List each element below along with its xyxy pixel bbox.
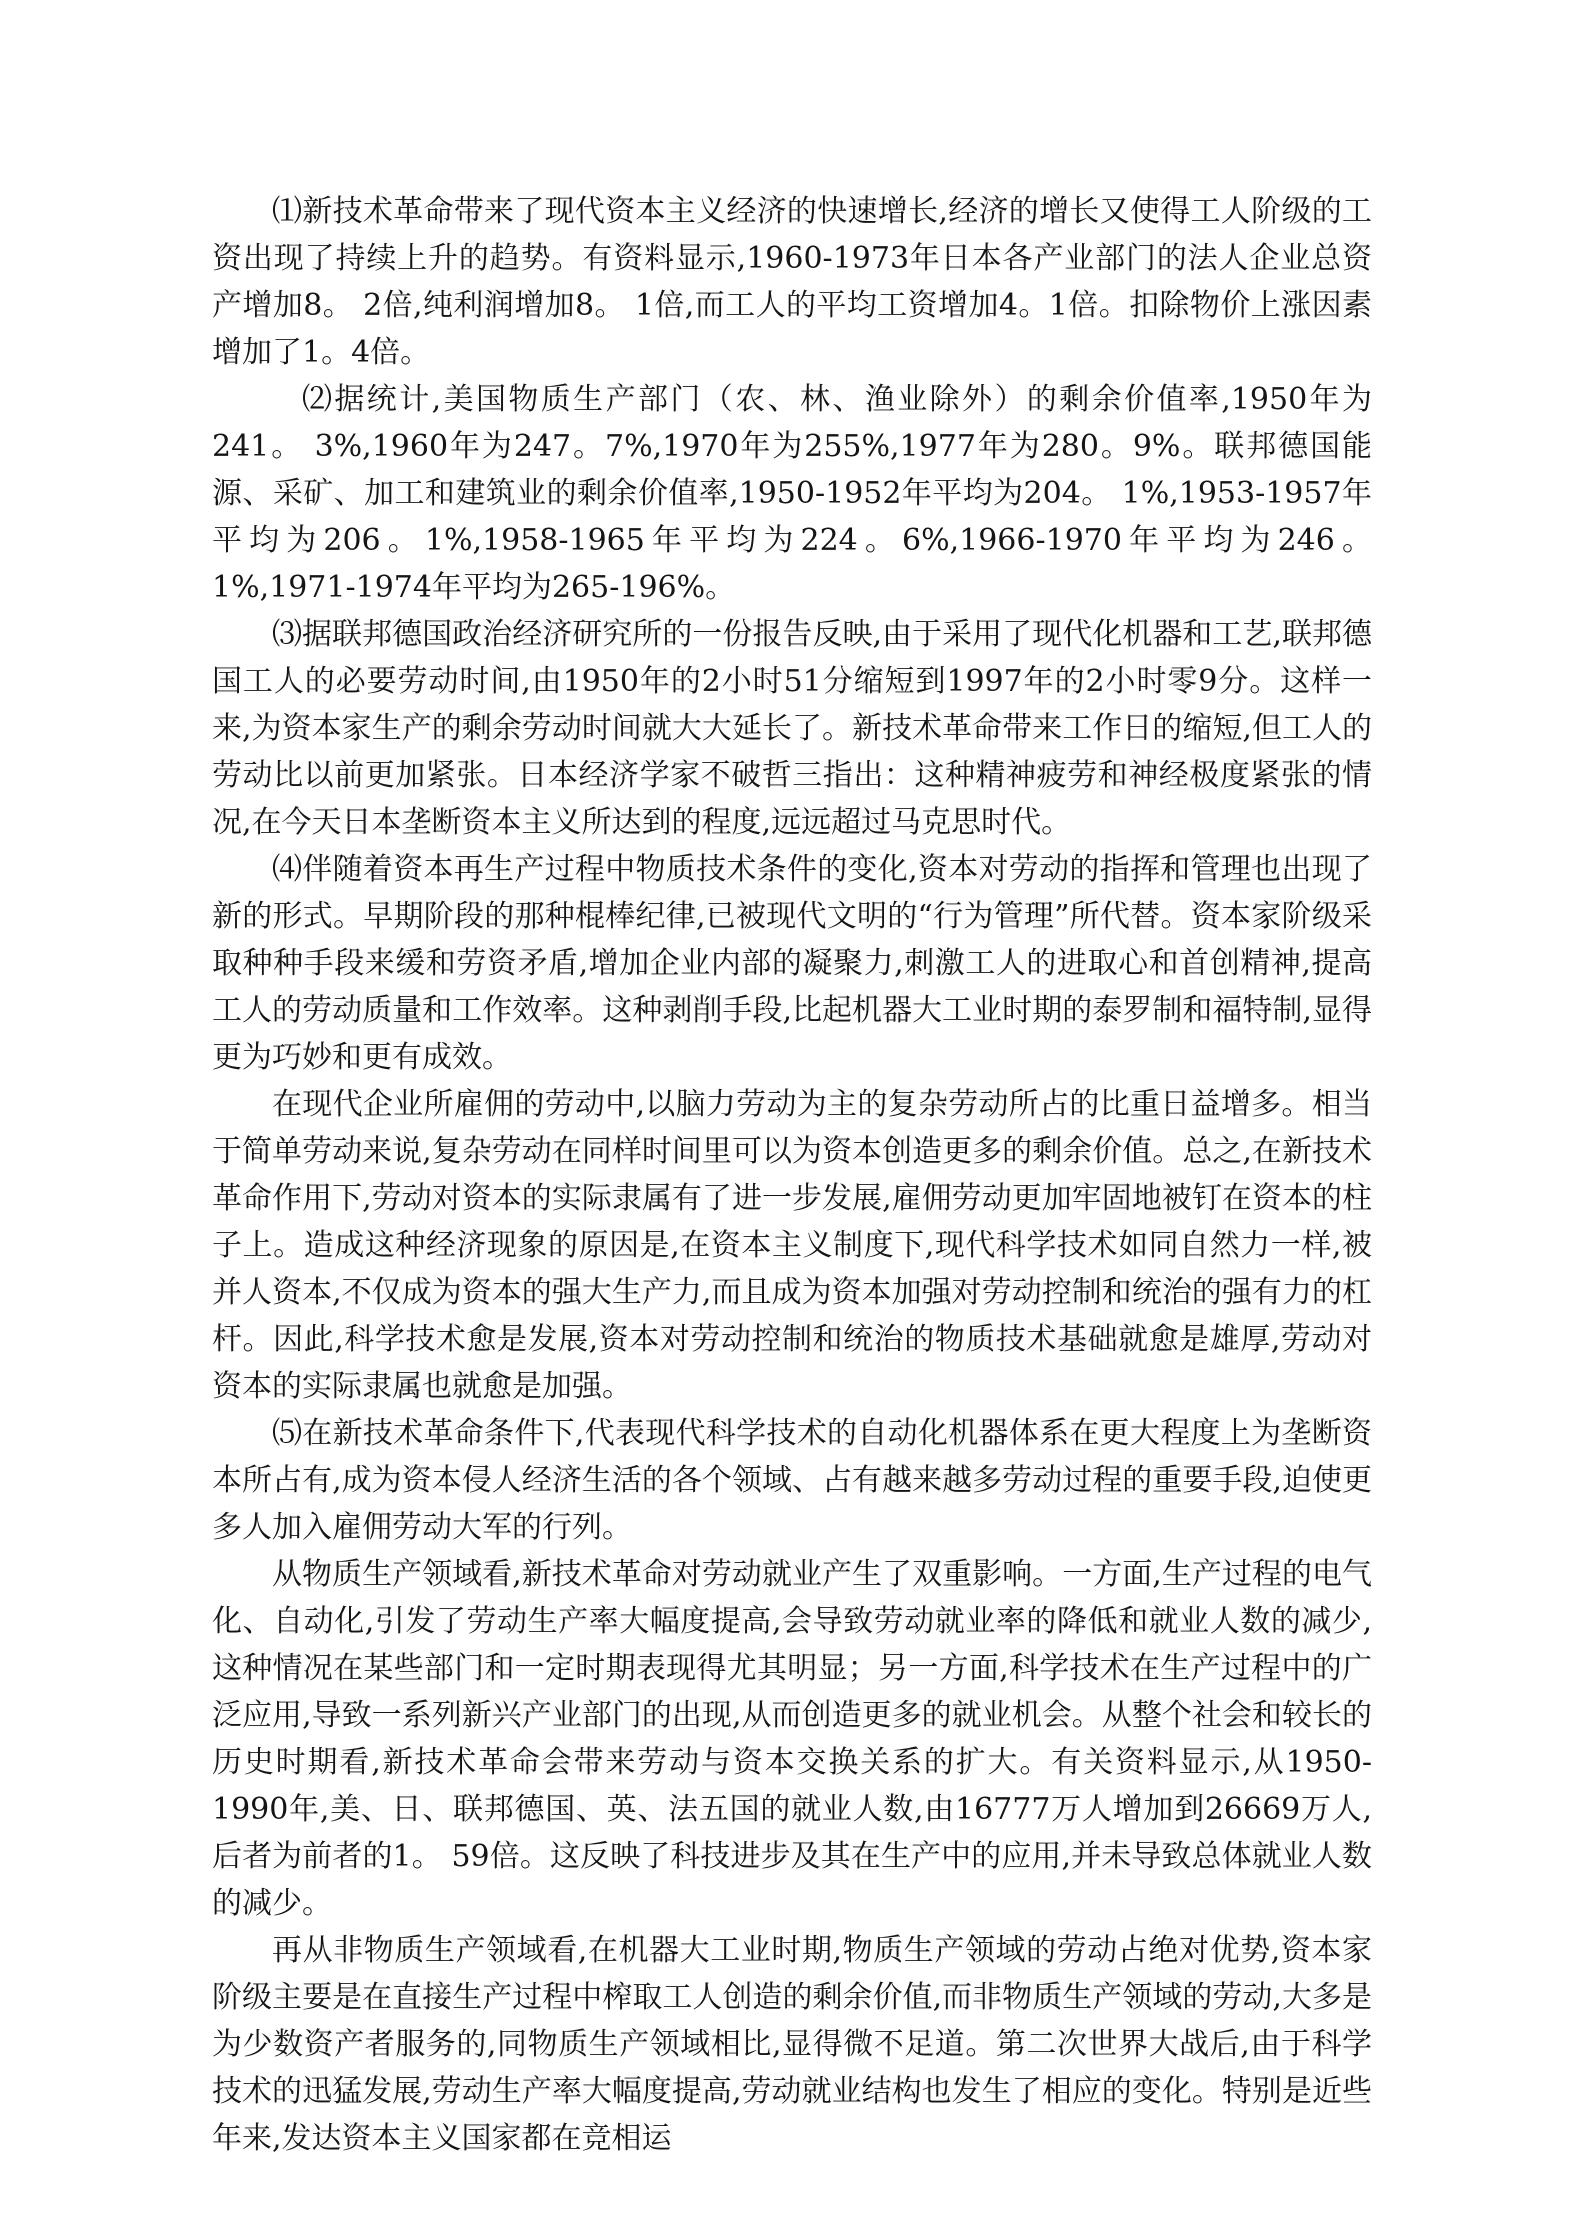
paragraph-4: ⑷伴随着资本再生产过程中物质技术条件的变化,资本对劳动的指挥和管理也出现了新的形式。早期阶段的那种棍棒纪律,已被现代文明的“行为管理”所代替。资本家阶级采取种种手段来缓和劳资矛盾,增加企业内部的凝聚力,刺激工人的进取心和首创精神,提高工人的劳动质量和工作效率。这种剥削手段,比起机器大工业时期的泰罗制和福特制,显得更为巧妙和更有成效。 [212,852,1372,1075]
body-text [212,188,1372,2162]
paragraph-3: ⑶据联邦德国政治经济研究所的一份报告反映,由于采用了现代化机器和工艺,联邦德国工人的必要劳动时间,由1950年的2小时51分缩短到1997年的2小时零9分。这样一来,为资本家生产的剩余劳动时间就大大延长了。新技术革命带来工作日的缩短,但工人的劳动比以前更加紧张。日本经济学家不破哲三指出：这种精神疲劳和神经极度紧张的情况,在今天日本垄断资本主义所达到的程度,远远超过马克思时代。 [212,617,1372,840]
paragraph-8: 再从非物质生产领域看,在机器大工业时期,物质生产领域的劳动占绝对优势,资本家阶级主要是在直接生产过程中榨取工人创造的剩余价值,而非物质生产领域的劳动,大多是为少数资产者服务的,同物质生产领域相比,显得微不足道。第二次世界大战后,由于科学技术的迅猛发展,劳动生产率大幅度提高,劳动就业结构也发生了相应的变化。特别是近些年来,发达资本主义国家都在竞相运 [212,1933,1372,2156]
paragraph-6: ⑸在新技术革命条件下,代表现代科学技术的自动化机器体系在更大程度上为垄断资本所占有,成为资本侵人经济生活的各个领域、占有越来越多劳动过程的重要手段,迫使更多人加入雇佣劳动大军的行列。 [212,1416,1372,1545]
paragraph-5: 在现代企业所雇佣的劳动中,以脑力劳动为主的复杂劳动所占的比重日益增多。相当于简单劳动来说,复杂劳动在同样时间里可以为资本创造更多的剩余价值。总之,在新技术革命作用下,劳动对资本的实际隶属有了进一步发展,雇佣劳动更加牢固地被钉在资本的柱子上。造成这种经济现象的原因是,在资本主义制度下,现代科学技术如同自然力一样,被并人资本,不仅成为资本的强大生产力,而且成为资本加强对劳动控制和统治的强有力的杠杆。因此,科学技术愈是发展,资本对劳动控制和统治的物质技术基础就愈是雄厚,劳动对资本的实际隶属也就愈是加强。 [212,1087,1372,1404]
paragraph-2: ⑵据统计,美国物质生产部门（农、林、渔业除外）的剩余价值率,1950年为241。 3%,1960年为247。7%,1970年为255%,1977年为280。9%。联邦德国能源、采矿、加工和建筑业的剩余价值率,1950-1952年平均为204。 1%,1953-1957年平均为206。1%,1958-1965年平均为224。6%,1966-1970年平均为246。1%,1971-1974年平均为265-196%。 [212,382,1372,605]
paragraph-1: ⑴新技术革命带来了现代资本主义经济的快速增长,经济的增长又使得工人阶级的工资出现了持续上升的趋势。有资料显示,1960-1973年日本各产业部门的法人企业总资产增加8。 2倍,纯利润增加8。 1倍,而工人的平均工资增加4。1倍。扣除物价上涨因素增加了1。4倍。 [212,194,1372,370]
paragraph-7: 从物质生产领域看,新技术革命对劳动就业产生了双重影响。一方面,生产过程的电气化、自动化,引发了劳动生产率大幅度提高,会导致劳动就业率的降低和就业人数的减少,这种情况在某些部门和一定时期表现得尤其明显；另一方面,科学技术在生产过程中的广泛应用,导致一系列新兴产业部门的出现,从而创造更多的就业机会。从整个社会和较长的历史时期看,新技术革命会带来劳动与资本交换关系的扩大。有关资料显示,从1950-1990年,美、日、联邦德国、英、法五国的就业人数,由16777万人增加到26669万人,后者为前者的1。 59倍。这反映了科技进步及其在生产中的应用,并未导致总体就业人数的减少。 [212,1557,1372,1921]
